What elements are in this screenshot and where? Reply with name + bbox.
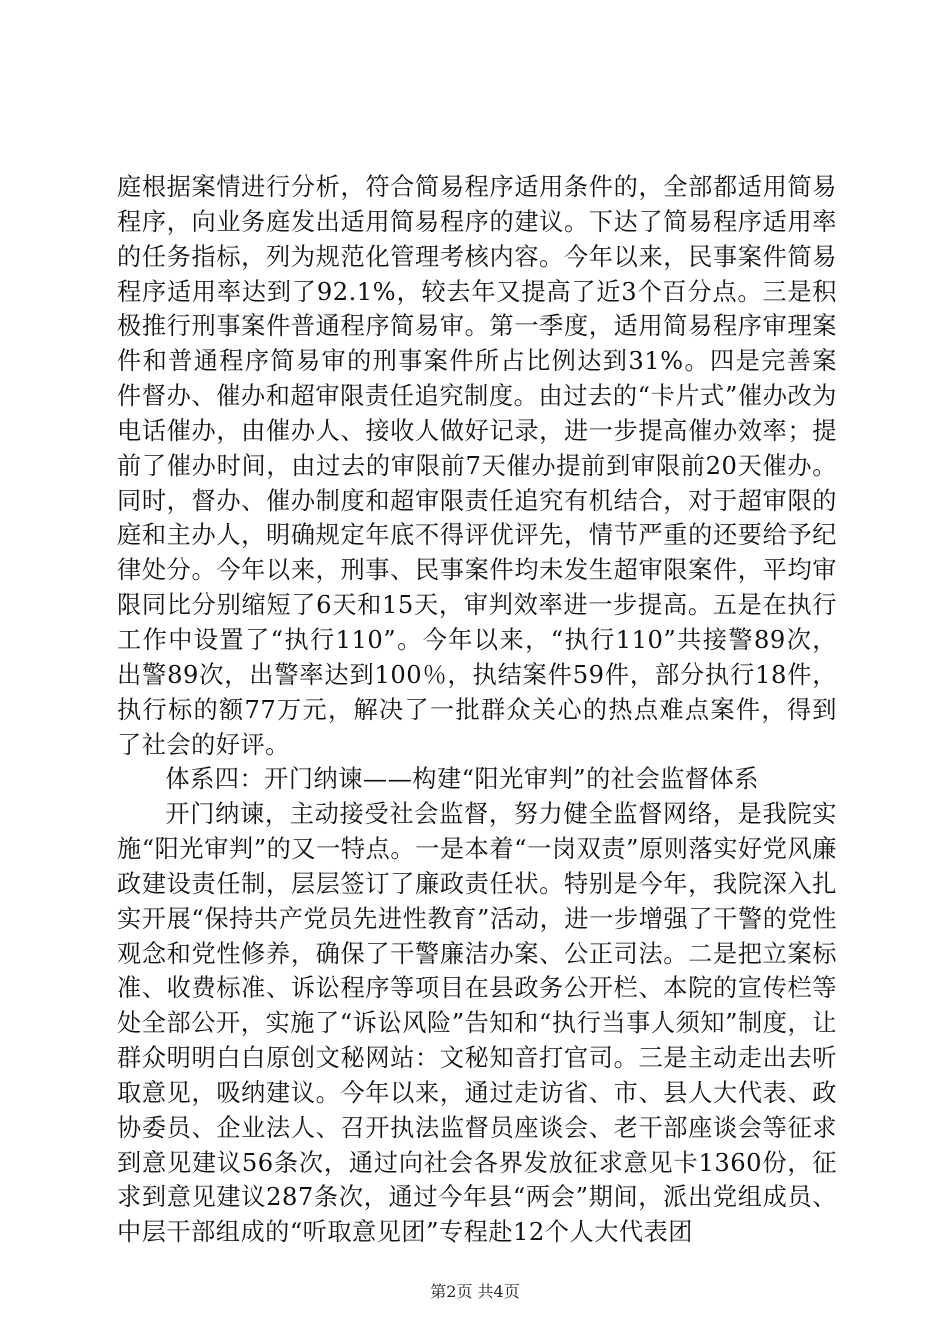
document-body [117, 170, 837, 1250]
page-footer [0, 1282, 950, 1302]
section-heading-system-four: 体系四：开门纳谏——构建“阳光审判”的社会监督体系 [165, 765, 759, 794]
paragraph-social-supervision: 开门纳谏，主动接受社会监督，努力健全监督网络，是我院实施“阳光审判”的又一特点。一是本着“一岗双责”原则落实好党风廉政建设责任制，层层签订了廉政责任状。特别是今年，我院深入扎实开展“保持共产党员先进性教育”活动，进一步增强了干警的党性观念和党性修养，确保了干警廉洁办案、公正司法。二是把立案标准、收费标准、诉讼程序等项目在县政务公开栏、本院的宣传栏等处全部公开，实施了“诉讼风险”告知和“执行当事人须知”制度，让群众明明白白原创文秘网站：文秘知音打官司。三是主动走出去听取意见，吸纳建议。今年以来，通过走访省、市、县人大代表、政协委员、企业法人、召开执法监督员座谈会、老干部座谈会等征求到意见建议56条次，通过向社会各界发放征求意见卡1360份，征求到意见建议287条次，通过今年县“两会”期间，派出党组成员、中层干部组成的“听取意见团”专程赴12个人大代表团 [117, 800, 837, 1247]
page-number-label: 第2页 共4页 [430, 1282, 520, 1301]
paragraph-case-efficiency: 庭根据案情进行分析，符合简易程序适用条件的，全部都适用简易程序，向业务庭发出适用简易程序的建议。下达了简易程序适用率的任务指标，列为规范化管理考核内容。今年以来，民事案件简易程序适用率达到了92.1%，较去年又提高了近3个百分点。三是积极推行刑事案件普通程序简易审。第一季度，适用简易程序审理案件和普通程序简易审的刑事案件所占比例达到31%。四是完善案件督办、催办和超审限责任追究制度。由过去的“卡片式”催办改为电话催办，由催办人、接收人做好记录，进一步提高催办效率；提前了催办时间，由过去的审限前7天催办提前到审限前20天催办。同时，督办、催办制度和超审限责任追究有机结合，对于超审限的庭和主办人，明确规定年底不得评优评先，情节严重的还要给予纪律处分。今年以来，刑事、民事案件均未发生超审限案件，平均审限同比分别缩短了6天和15天，审判效率进一步提高。五是在执行工作中设置了“执行110”。今年以来，“执行110”共接警89次，出警89次，出警率达到100％，执结案件59件，部分执行18件，执行标的额77万元，解决了一批群众关心的热点难点案件，得到了社会的好评。 [117, 173, 837, 759]
